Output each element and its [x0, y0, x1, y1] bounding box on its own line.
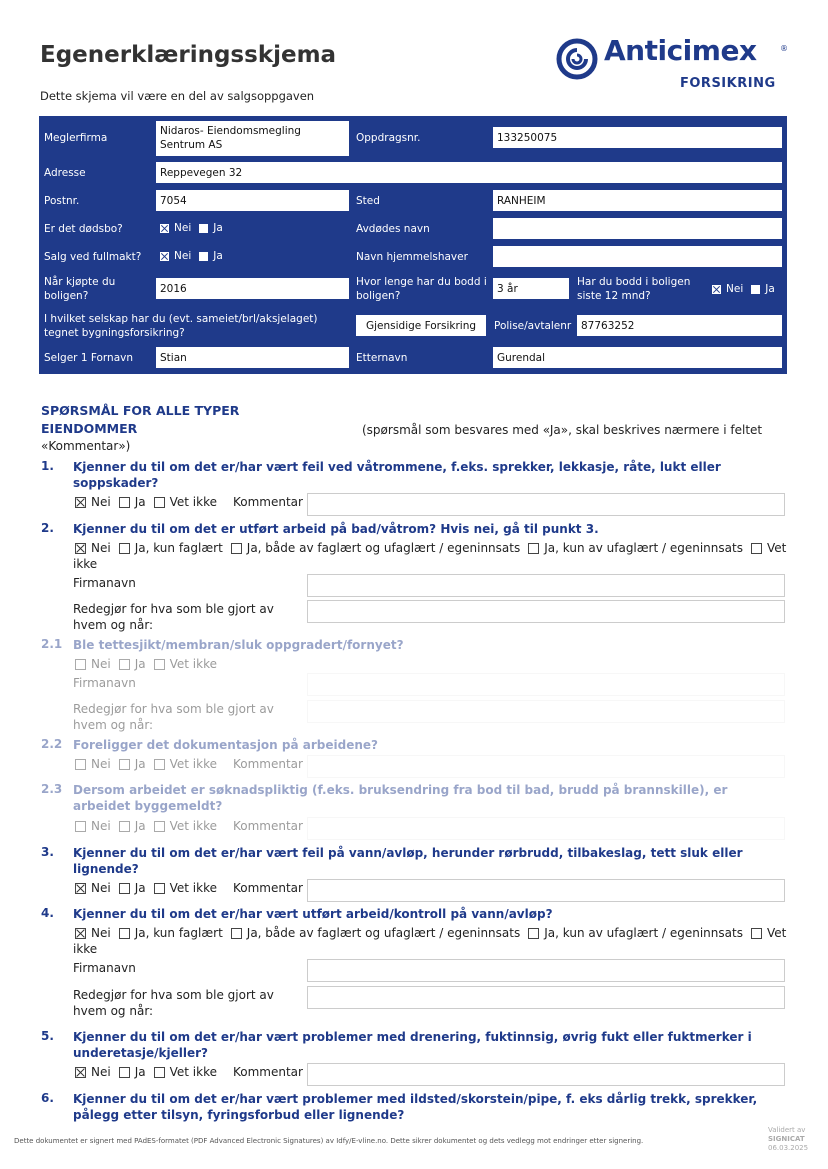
q21-firmanavn-label: Firmanavn — [73, 676, 136, 690]
dodsbo-ja-checkbox[interactable] — [199, 224, 208, 233]
bodd-options — [712, 283, 775, 295]
eid-label-line1: Hvor lenge har du bodd i — [356, 276, 487, 288]
q23-text: Dersom arbeidet er søknadspliktig (f.eks. bruksendring fra bod til bad, brudd på brannskille), er arbeidet byggemeldt? — [73, 783, 728, 813]
avdodes-label: Avdødes navn — [356, 223, 430, 235]
sted-field[interactable]: RANHEIM — [493, 190, 782, 211]
bodd-ja-label: Ja — [765, 283, 775, 295]
q1-number: 1. — [41, 459, 54, 473]
q4-faglaert-label: Ja, kun faglært — [134, 926, 223, 940]
q5-kommentar-field[interactable] — [307, 1063, 785, 1086]
q4-begge-label: Ja, både av faglært og ufaglært / egeninnsats — [246, 926, 521, 940]
bodd-label — [577, 275, 690, 303]
q3-ja-label: Ja — [134, 881, 146, 895]
kjopt-label — [44, 275, 115, 303]
q1-nei-label: Nei — [91, 495, 111, 509]
q5-vetikke-checkbox[interactable] — [154, 1067, 165, 1078]
q2-faglaert-checkbox[interactable] — [119, 543, 130, 554]
meglerfirma-line2: Sentrum AS — [160, 139, 223, 151]
fullmakt-ja-label: Ja — [213, 250, 223, 262]
kjopt-label-line2: boligen? — [44, 290, 89, 302]
dodsbo-nei-checkbox[interactable] — [160, 224, 169, 233]
q23-vetikke-label: Vet ikke — [169, 819, 217, 833]
hjemmelshaver-label: Navn hjemmelshaver — [356, 251, 468, 263]
q22-nei-label: Nei — [91, 757, 111, 771]
q5-nei-checkbox[interactable] — [75, 1067, 86, 1078]
q4-nei-checkbox[interactable] — [75, 928, 86, 939]
anticimex-logo-icon — [556, 38, 598, 80]
q2-nei-checkbox[interactable] — [75, 543, 86, 554]
fullmakt-nei-label: Nei — [174, 250, 192, 262]
q1-nei-checkbox[interactable] — [75, 497, 86, 508]
q22-ja-checkbox[interactable] — [119, 759, 130, 770]
oppdragsnr-field[interactable]: 133250075 — [493, 127, 782, 148]
validation-stamp — [768, 1126, 808, 1153]
adresse-field[interactable]: Reppevegen 32 — [156, 162, 782, 183]
q2-nei-label: Nei — [91, 541, 111, 555]
bodd-label-line2: siste 12 mnd? — [577, 290, 651, 302]
stamp-line3: 06.03.2025 — [768, 1144, 809, 1152]
fullmakt-nei-checkbox[interactable] — [160, 252, 169, 261]
adresse-label: Adresse — [44, 167, 86, 179]
q4-nei-label: Nei — [91, 926, 111, 940]
q21-nei-checkbox[interactable] — [75, 659, 86, 670]
fornavn-label: Selger 1 Fornavn — [44, 352, 134, 364]
q23-kommentar-field[interactable] — [307, 817, 785, 840]
q2-begge-label: Ja, både av faglært og ufaglært / egeninnsats — [246, 541, 521, 555]
q21-options — [73, 656, 788, 672]
q23-number: 2.3 — [41, 782, 63, 796]
eid-field[interactable]: 3 år — [493, 278, 569, 299]
q6-text: Kjenner du til om det er/har vært problemer med ildsted/skorstein/pipe, f. eks dårlig trekk, sprekker, pålegg etter tilsyn, fyringsforbud eller lignende? — [73, 1092, 758, 1122]
postnr-label: Postnr. — [44, 195, 80, 207]
q4-redegjor-line2: hvem og når: — [73, 1004, 154, 1018]
q22-kommentar-label: Kommentar — [232, 757, 303, 771]
logo-wordmark: Anticimex — [604, 34, 757, 67]
q21-redegjor-line2: hvem og når: — [73, 718, 154, 732]
q2-ikke-label: ikke — [73, 557, 98, 571]
q4-vet-label: Vet — [766, 926, 787, 940]
section-note-line1: (spørsmål som besvares med «Ja», skal beskrives nærmere i feltet — [362, 423, 763, 437]
q22-kommentar-field[interactable] — [307, 755, 785, 778]
q21-firmanavn-field[interactable] — [307, 673, 785, 696]
page-subtitle: Dette skjema vil være en del av salgsoppgaven — [40, 89, 315, 103]
q3-nei-checkbox[interactable] — [75, 883, 86, 894]
q2-redegjor-field[interactable] — [307, 600, 785, 623]
fullmakt-options — [160, 250, 231, 262]
fullmakt-label: Salg ved fullmakt? — [44, 251, 142, 263]
q3-vetikke-label: Vet ikke — [169, 881, 217, 895]
q4-firmanavn-label: Firmanavn — [73, 961, 136, 975]
dodsbo-options — [160, 222, 231, 234]
q4-faglaert-checkbox[interactable] — [119, 928, 130, 939]
q21-redegjor-line1: Redegjør for hva som ble gjort av — [73, 702, 274, 716]
q4-redegjor-label — [73, 987, 303, 1019]
stamp-line1: Validert av — [768, 1126, 806, 1134]
polise-field[interactable]: 87763252 — [577, 315, 782, 336]
q6-number: 6. — [41, 1091, 54, 1105]
q22-vetikke-checkbox[interactable] — [154, 759, 165, 770]
q2-text: Kjenner du til om det er utført arbeid på bad/våtrom? Hvis nei, gå til punkt 3. — [73, 522, 599, 536]
q21-number: 2.1 — [41, 637, 63, 651]
section-heading-line1: SPØRSMÅL FOR ALLE TYPER — [41, 403, 240, 418]
avdodes-field[interactable] — [493, 218, 782, 239]
q22-nei-checkbox[interactable] — [75, 759, 86, 770]
q1-kommentar-label: Kommentar — [232, 495, 303, 509]
q2-faglaert-label: Ja, kun faglært — [134, 541, 223, 555]
etternavn-label: Etternavn — [356, 352, 408, 364]
kjopt-label-line1: Når kjøpte du — [44, 276, 116, 288]
q22-vetikke-label: Vet ikke — [169, 757, 217, 771]
postnr-field[interactable]: 7054 — [156, 190, 349, 211]
q5-ja-checkbox[interactable] — [119, 1067, 130, 1078]
q2-options — [73, 540, 788, 556]
eid-label — [356, 275, 487, 303]
etternavn-field[interactable]: Gurendal — [493, 347, 782, 368]
dodsbo-label: Er det dødsbo? — [44, 223, 123, 235]
q4-options — [73, 925, 788, 941]
q5-number: 5. — [41, 1029, 54, 1043]
q1-kommentar-field[interactable] — [307, 493, 785, 516]
bodd-nei-label: Nei — [726, 283, 744, 295]
q5-ja-label: Ja — [134, 1065, 146, 1079]
hjemmelshaver-field[interactable] — [493, 246, 782, 267]
q5-nei-label: Nei — [91, 1065, 111, 1079]
q21-vetikke-label: Vet ikke — [169, 657, 217, 671]
q2-firmanavn-label: Firmanavn — [73, 576, 136, 590]
q21-nei-label: Nei — [91, 657, 111, 671]
q2-redegjor-line1: Redegjør for hva som ble gjort av — [73, 602, 274, 616]
dodsbo-nei-label: Nei — [174, 222, 192, 234]
q2-redegjor-label — [73, 601, 303, 633]
fullmakt-ja-checkbox[interactable] — [199, 252, 208, 261]
q4-ufaglaert-label: Ja, kun av ufaglært / egeninnsats — [544, 926, 743, 940]
q21-redegjor-field[interactable] — [307, 700, 785, 723]
meglerfirma-label: Meglerfirma — [44, 132, 108, 144]
q5-text: Kjenner du til om det er/har vært problemer med drenering, fuktinnsig, øvrig fukt eller fuktmerker i underetasje/kjeller? — [73, 1030, 752, 1060]
q5-kommentar-label: Kommentar — [232, 1065, 303, 1079]
q3-vetikke-checkbox[interactable] — [154, 883, 165, 894]
q21-ja-checkbox[interactable] — [119, 659, 130, 670]
q3-number: 3. — [41, 845, 54, 859]
q23-ja-label: Ja — [134, 819, 146, 833]
q1-ja-checkbox[interactable] — [119, 497, 130, 508]
q2-begge-checkbox[interactable] — [231, 543, 242, 554]
q2-ufaglaert-label: Ja, kun av ufaglært / egeninnsats — [544, 541, 743, 555]
q23-kommentar-label: Kommentar — [232, 819, 303, 833]
fornavn-field[interactable]: Stian — [156, 347, 349, 368]
q2-vetikke-checkbox[interactable] — [751, 543, 762, 554]
q3-nei-label: Nei — [91, 881, 111, 895]
q2-firmanavn-field[interactable] — [307, 574, 785, 597]
selskap-field[interactable]: Gjensidige Forsikring — [356, 315, 486, 336]
q4-number: 4. — [41, 906, 54, 920]
q22-text: Foreligger det dokumentasjon på arbeidene? — [73, 738, 378, 752]
q4-ufaglaert-checkbox[interactable] — [528, 928, 539, 939]
company-logo — [556, 34, 796, 96]
bodd-label-line1: Har du bodd i boligen — [577, 276, 691, 288]
q2-redegjor-line2: hvem og når: — [73, 618, 154, 632]
q1-vetikke-checkbox[interactable] — [154, 497, 165, 508]
q23-nei-label: Nei — [91, 819, 111, 833]
page-title: Egenerklæringsskjema — [40, 42, 337, 68]
q23-nei-checkbox[interactable] — [75, 821, 86, 832]
dodsbo-ja-label: Ja — [213, 222, 223, 234]
q2-ufaglaert-checkbox[interactable] — [528, 543, 539, 554]
q1-ja-label: Ja — [134, 495, 146, 509]
selskap-label-line2: tegnet bygningsforsikring? — [44, 327, 185, 339]
q3-text: Kjenner du til om det er/har vært feil på vann/avløp, herunder rørbrudd, tilbakeslag, tett sluk eller lignende? — [73, 846, 743, 876]
q1-text: Kjenner du til om det er/har vært feil ved våtrommene, f.eks. sprekker, lekkasje, råte, lukt eller soppskader? — [73, 460, 721, 490]
q23-vetikke-checkbox[interactable] — [154, 821, 165, 832]
sted-label: Sted — [356, 195, 380, 207]
logo-registered-mark: ® — [780, 44, 788, 53]
q4-firmanavn-field[interactable] — [307, 959, 785, 982]
logo-subtitle: FORSIKRING — [680, 76, 776, 91]
q4-text: Kjenner du til om det er/har vært utført arbeid/kontroll på vann/avløp? — [73, 907, 553, 921]
q21-ja-label: Ja — [134, 657, 146, 671]
q21-text: Ble tettesjikt/membran/sluk oppgradert/fornyet? — [73, 638, 404, 652]
meglerfirma-line1: Nidaros- Eiendomsmegling — [160, 125, 301, 137]
q23-ja-checkbox[interactable] — [119, 821, 130, 832]
stamp-line2: SIGNICAT — [768, 1135, 805, 1143]
section-note-line2: «Kommentar») — [41, 439, 131, 453]
q5-vetikke-label: Vet ikke — [169, 1065, 217, 1079]
selskap-label — [44, 312, 318, 340]
q4-ikke-label: ikke — [73, 942, 98, 956]
oppdragsnr-label: Oppdragsnr. — [356, 132, 421, 144]
q22-ja-label: Ja — [134, 757, 146, 771]
section-heading-line2: EIENDOMMER — [41, 421, 138, 436]
q2-number: 2. — [41, 521, 54, 535]
q21-redegjor-label — [73, 701, 303, 733]
bodd-ja-checkbox[interactable] — [751, 285, 760, 294]
q4-redegjor-line1: Redegjør for hva som ble gjort av — [73, 988, 274, 1002]
q21-vetikke-checkbox[interactable] — [154, 659, 165, 670]
bodd-nei-checkbox[interactable] — [712, 285, 721, 294]
q3-ja-checkbox[interactable] — [119, 883, 130, 894]
kjopt-field[interactable]: 2016 — [156, 278, 349, 299]
q3-kommentar-field[interactable] — [307, 879, 785, 902]
meglerfirma-field[interactable] — [156, 121, 349, 156]
q1-vetikke-label: Vet ikke — [169, 495, 217, 509]
q3-kommentar-label: Kommentar — [232, 881, 303, 895]
footer-signature-note: Dette dokumentet er signert med PAdES-formatet (PDF Advanced Electronic Signatures) av Idfy/E-vline.no. Dette sikrer dokumentet og dets vedlegg mot endringer etter signering. — [14, 1137, 644, 1145]
eid-label-line2: boligen? — [356, 290, 401, 302]
q4-redegjor-field[interactable] — [307, 986, 785, 1009]
q4-vetikke-checkbox[interactable] — [751, 928, 762, 939]
q2-vet-label: Vet — [766, 541, 787, 555]
q22-number: 2.2 — [41, 737, 63, 751]
q4-begge-checkbox[interactable] — [231, 928, 242, 939]
selskap-label-line1: I hvilket selskap har du (evt. sameiet/brl/aksjelaget) — [44, 313, 318, 325]
polise-label: Polise/avtalenr — [494, 320, 572, 332]
